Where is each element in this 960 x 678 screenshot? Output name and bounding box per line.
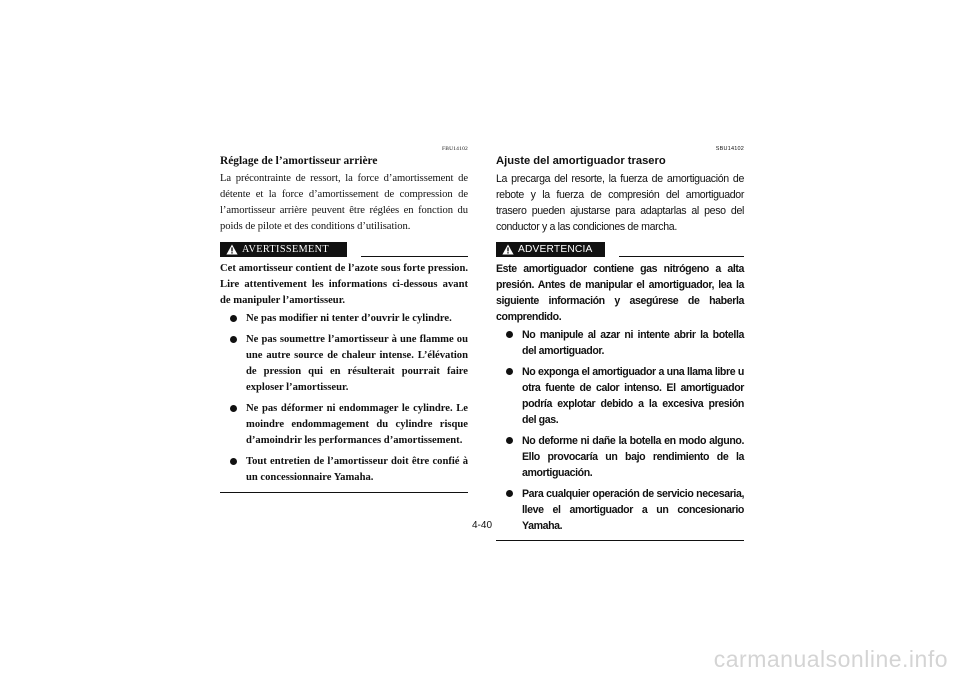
spanish-column bbox=[496, 146, 744, 541]
warning-end-rule-fr bbox=[220, 492, 468, 493]
list-item-text: Ne pas déformer ni endommager le cylindre. Le moindre endommagement du cylindre risque d’amoindrir les performances d’amortissement. bbox=[246, 403, 468, 446]
section-code-es: SBU14102 bbox=[715, 146, 744, 152]
list-item bbox=[496, 364, 744, 428]
section-code-fr: FBU14102 bbox=[441, 146, 468, 152]
section-title-fr: Réglage de l’amortisseur arrière bbox=[220, 155, 378, 167]
warning-header-fr bbox=[220, 241, 468, 257]
list-item bbox=[220, 311, 468, 327]
warning-rule-es bbox=[619, 256, 744, 257]
warning-rule-fr bbox=[361, 256, 468, 257]
page-number: 4-40 bbox=[472, 520, 493, 531]
bullet-dot-icon bbox=[506, 490, 513, 497]
list-item bbox=[496, 486, 744, 534]
warning-badge-fr bbox=[220, 242, 347, 257]
list-item bbox=[220, 401, 468, 449]
list-item-text: Para cualquier operación de servicio necesaria, lleve el amortiguador a un concesionario Yamaha. bbox=[522, 488, 744, 532]
list-item-text: Ne pas modifier ni tenter d’ouvrir le cylindre. bbox=[246, 313, 452, 324]
warning-badge-es bbox=[496, 242, 605, 257]
bullet-dot-icon bbox=[230, 458, 237, 465]
warning-header-es bbox=[496, 241, 744, 257]
bullet-dot-icon bbox=[230, 315, 237, 322]
bullet-dot-icon bbox=[506, 437, 513, 444]
list-item bbox=[220, 454, 468, 486]
warning-list-es bbox=[496, 327, 744, 534]
watermark-text: carmanualsonline.info bbox=[713, 646, 948, 672]
list-item-text: No exponga el amortiguador a una llama libre u otra fuente de calor intenso. El amortiguador podría explotar debido a la excesiva presión del gas. bbox=[522, 366, 744, 426]
warning-end-rule-es bbox=[496, 540, 744, 541]
french-column bbox=[220, 146, 468, 493]
list-item-text: No deforme ni dañe la botella en modo alguno. Ello provocaría un bajo rendimiento de la amortiguación. bbox=[522, 435, 744, 479]
list-item bbox=[220, 332, 468, 396]
list-item-text: Tout entretien de l’amortisseur doit être confié à un concessionnaire Yamaha. bbox=[246, 456, 468, 483]
bullet-dot-icon bbox=[230, 405, 237, 412]
bullet-dot-icon bbox=[506, 368, 513, 375]
warning-list-fr bbox=[220, 311, 468, 486]
warning-text-es: Este amortiguador contiene gas nitrógeno a alta presión. Antes de manipular el amortiguador, lea la siguiente información y asegúrese de haberla comprendido. bbox=[496, 263, 744, 323]
warning-triangle-icon bbox=[226, 244, 238, 255]
intro-paragraph-fr: La précontrainte de ressort, la force d’amortissement de détente et la force d’amortissement de compression de l’amortisseur arrière peuvent être réglées en fonction du poids de pilote et des conditions d’utilisation. bbox=[220, 173, 468, 232]
section-title-es: Ajuste del amortiguador trasero bbox=[496, 155, 666, 167]
warning-label-fr: AVERTISSEMENT bbox=[242, 243, 330, 255]
warning-label-es: ADVERTENCIA bbox=[518, 243, 593, 255]
list-item-text: Ne pas soumettre l’amortisseur à une flamme ou une autre source de chaleur intense. L’élévation de pression qui en résulterait pourrait faire exploser l’amortisseur. bbox=[246, 334, 468, 393]
list-item bbox=[496, 433, 744, 481]
bullet-dot-icon bbox=[506, 331, 513, 338]
intro-paragraph-es: La precarga del resorte, la fuerza de amortiguación de rebote y la fuerza de compresión del amortiguador trasero pueden ajustarse para adaptarlas al peso del conductor y a las condiciones de marcha. bbox=[496, 173, 744, 233]
bullet-dot-icon bbox=[230, 336, 237, 343]
list-item-text: No manipule al azar ni intente abrir la botella del amortiguador. bbox=[522, 329, 744, 357]
warning-triangle-icon bbox=[502, 244, 514, 255]
warning-text-fr: Cet amortisseur contient de l’azote sous forte pression. Lire attentivement les informations ci-dessous avant de manipuler l’amortisseur. bbox=[220, 263, 468, 306]
list-item bbox=[496, 327, 744, 359]
